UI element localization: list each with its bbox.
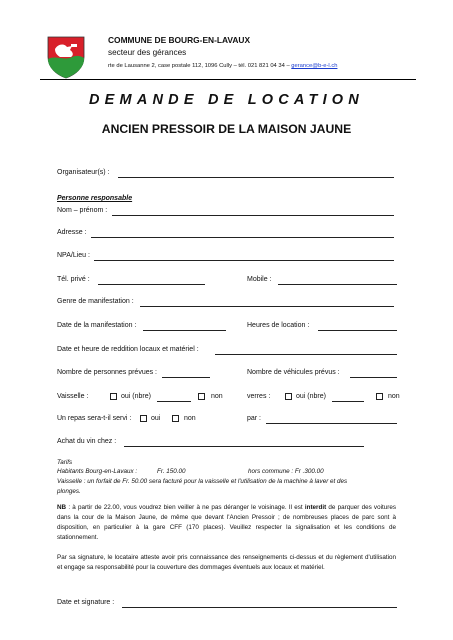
tel-prive-label: Tél. privé : (57, 276, 90, 283)
heures-location-label: Heures de location : (247, 322, 310, 329)
tarifs-heading: Tarifs (57, 459, 73, 466)
npa-lieu-label: NPA/Lieu : (57, 252, 90, 259)
adresse-label: Adresse : (57, 229, 87, 236)
verres-nbre-field[interactable] (332, 401, 364, 402)
par-label: par : (247, 415, 262, 422)
npa-lieu-field[interactable] (94, 260, 394, 261)
contact-address (108, 63, 337, 69)
nb-personnes-label: Nombre de personnes prévues : (57, 369, 157, 376)
page-subtitle: ANCIEN PRESSOIR DE LA MAISON JAUNE (101, 122, 352, 136)
vaisselle-nbre-field[interactable] (157, 401, 191, 402)
nb-interdit: interdit (304, 504, 327, 511)
nb-text-2: de parquer des voitures dans la cour de la Maison Jaune, de même que devant l'Ancien Pressoir ; de nombreuses places de parc sont à disposition, en particulier à la gare CFF (170 places). Veuillez respecter la signalisation et les conditions de stationnement. (57, 504, 396, 541)
personne-responsable-heading: Personne responsable (57, 195, 133, 202)
date-signature-label: Date et signature : (57, 599, 115, 606)
repas-oui-label: oui (151, 415, 161, 422)
header-divider (40, 79, 416, 80)
nb-label: NB (57, 504, 67, 511)
par-field[interactable] (266, 423, 397, 424)
adresse-field[interactable] (91, 237, 394, 238)
service-name: secteur des gérances (108, 48, 187, 57)
coat-of-arms-icon (46, 35, 86, 79)
verres-non-label: non (388, 393, 400, 400)
nb-paragraph (57, 503, 396, 543)
date-signature-field[interactable] (122, 607, 397, 608)
tarif-habitants-label: Habitants Bourg-en-Lavaux : (57, 468, 138, 475)
email-link[interactable]: gerance@b-e-l.ch (291, 63, 338, 69)
organisateur-field[interactable] (118, 177, 394, 178)
nb-text-1: : à partir de 22.00, vous voudrez bien veiller à ne pas déranger le voisinage. Il est (66, 504, 305, 511)
achat-vin-label: Achat du vin chez : (57, 438, 117, 445)
heures-location-field[interactable] (318, 330, 397, 331)
vaisselle-non-label: non (211, 393, 223, 400)
repas-non-label: non (184, 415, 196, 422)
vaisselle-non-checkbox[interactable] (198, 393, 205, 400)
vaisselle-label: Vaisselle : (57, 393, 89, 400)
nom-prenom-field[interactable] (112, 215, 394, 216)
repas-label: Un repas sera-t-il servi : (57, 415, 132, 422)
nb-vehicules-field[interactable] (350, 377, 397, 378)
commune-name: COMMUNE DE BOURG-EN-LAVAUX (108, 35, 251, 45)
page-title: DEMANDE DE LOCATION (89, 92, 364, 108)
tarif-vaisselle-line2: plonges. (57, 488, 81, 495)
repas-non-checkbox[interactable] (172, 415, 179, 422)
date-manifestation-label: Date de la manifestation : (57, 322, 137, 329)
vaisselle-oui-checkbox[interactable] (110, 393, 117, 400)
organisateur-label: Organisateur(s) : (57, 169, 110, 176)
reddition-field[interactable] (215, 354, 397, 355)
tel-prive-field[interactable] (98, 284, 205, 285)
signature-paragraph: Par sa signature, le locataire atteste avoir pris connaissance des renseignements ci-dessus et du règlement d'utilisation et engage sa responsabilité pour la couverture des dommages éventuels aux locaux et matériel. (57, 554, 396, 571)
verres-oui-checkbox[interactable] (285, 393, 292, 400)
mobile-label: Mobile : (247, 276, 272, 283)
nb-vehicules-label: Nombre de véhicules prévus : (247, 369, 340, 376)
nom-prenom-label: Nom – prénom : (57, 207, 108, 214)
genre-field[interactable] (140, 306, 394, 307)
tarif-habitants-price: Fr. 150.00 (157, 468, 186, 475)
genre-label: Genre de manifestation : (57, 298, 134, 305)
mobile-field[interactable] (278, 284, 397, 285)
tarif-hors-commune: hors commune : Fr .300.00 (248, 468, 324, 475)
date-manifestation-field[interactable] (143, 330, 226, 331)
repas-oui-checkbox[interactable] (140, 415, 147, 422)
verres-non-checkbox[interactable] (376, 393, 383, 400)
tarif-vaisselle-line1: Vaisselle : un forfait de Fr. 50.00 sera facturé pour la vaisselle et l'utilisation de la machine à laver et des (57, 478, 348, 485)
reddition-label: Date et heure de reddition locaux et matériel : (57, 346, 199, 353)
vaisselle-oui-label: oui (nbre) (121, 393, 151, 400)
verres-oui-label: oui (nbre) (296, 393, 326, 400)
achat-vin-field[interactable] (124, 446, 364, 447)
address-text: rte de Lausanne 2, case postale 112, 1096 Cully – tél. 021 821 04 34 – (108, 63, 292, 69)
nb-personnes-field[interactable] (162, 377, 210, 378)
verres-label: verres : (247, 393, 271, 400)
